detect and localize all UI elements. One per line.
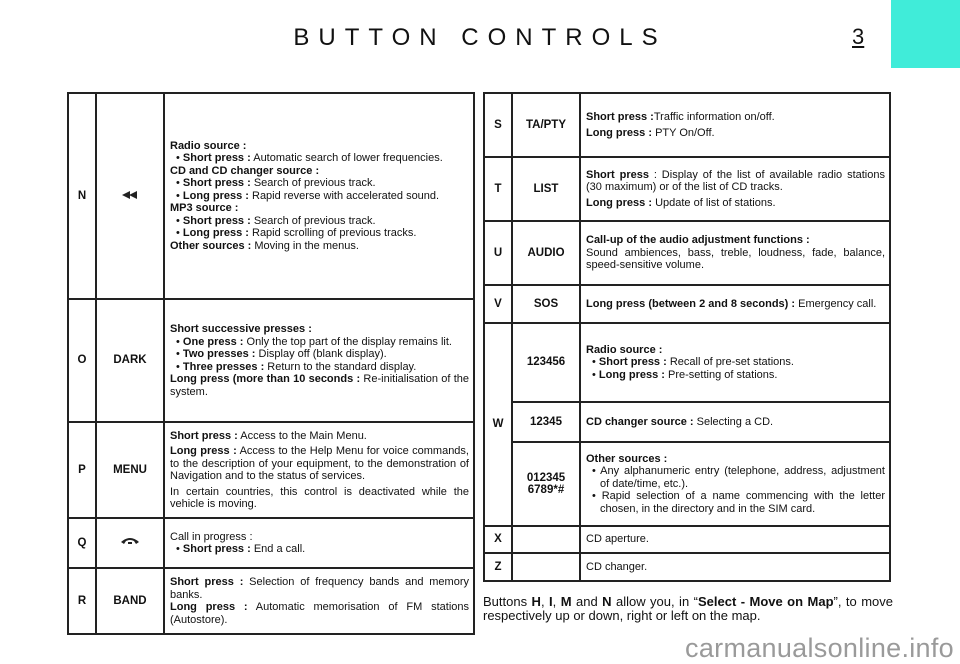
button-key: Z (484, 553, 512, 581)
table-row (484, 93, 890, 157)
description-line (170, 601, 469, 626)
description-text: PTY On/Off. (652, 126, 715, 139)
description-text: Rapid selection of a name commencing with the letter chosen, in the directory and in the SIM card. (600, 490, 885, 515)
bold-term: Long press : (182, 189, 249, 202)
bold-term: Short press : (182, 177, 251, 190)
button-label: MENU (96, 422, 164, 518)
button-label: SOS (512, 285, 580, 323)
description-line (586, 127, 885, 140)
bullet: • (176, 177, 183, 190)
bullet: • (592, 490, 602, 503)
description-line (586, 111, 885, 124)
bold-term: Short press : (598, 356, 667, 369)
bold-term: Select - Move on Map (697, 594, 834, 609)
button-key: N (68, 93, 96, 299)
description-line (170, 227, 469, 240)
button-label: 12345 (512, 402, 580, 442)
button-label: LIST (512, 157, 580, 221)
description-text: Rapid reverse with accelerated sound. (248, 189, 440, 202)
table-row (484, 442, 890, 526)
description-line (170, 140, 469, 153)
bullet: • (176, 348, 183, 360)
description-text: Return to the standard display. (264, 360, 417, 373)
description-text: : Display of the list of available radio stations (30 maximum) or of the list of CD tracks. (586, 168, 885, 194)
bold-term: Long press : (182, 227, 249, 240)
description-line (586, 533, 885, 546)
description-text: Only the top part of the display remains lit. (243, 335, 452, 348)
bullet: • (176, 152, 183, 165)
description-line (170, 445, 469, 483)
note-text: and (571, 594, 603, 609)
description-cell (164, 422, 474, 518)
bullet: • (176, 543, 183, 555)
table-row (484, 553, 890, 581)
bold-term: Long press : (586, 126, 653, 139)
button-key: Q (68, 518, 96, 568)
description-text: In certain countries, this control is deactivated while the vehicle is moving. (170, 485, 469, 510)
description-line (586, 453, 885, 466)
bold-term: Two presses : (182, 348, 256, 360)
table-row (68, 422, 474, 518)
description-text: Selection of frequency bands and memory banks. (170, 576, 469, 601)
note-text: , (540, 594, 549, 609)
bold-term: I (549, 594, 553, 609)
description-cell (580, 402, 890, 442)
bold-term: Short press : (182, 214, 251, 227)
button-key: T (484, 157, 512, 221)
bullet: • (592, 465, 601, 478)
description-line (586, 234, 885, 247)
note-text: ”, to move respectively up or down, right or left on the map. (483, 594, 893, 623)
description-cell (580, 93, 890, 157)
description-line (586, 490, 885, 515)
description-line (170, 531, 469, 544)
description-cell (580, 157, 890, 221)
description-text: Sound ambiences, bass, treble, loudness, fade, balance, speed-sensitive volume. (586, 246, 885, 272)
table-row (68, 568, 474, 634)
bold-term: N (602, 594, 612, 609)
button-key: R (68, 568, 96, 634)
bold-term: Long press (more than 10 seconds : (170, 373, 361, 385)
button-label (96, 93, 164, 299)
bold-term: Radio source : (586, 343, 663, 356)
description-cell (580, 526, 890, 553)
description-line (170, 543, 469, 556)
description-text: Moving in the menus. (251, 239, 359, 252)
button-label: 123456 (512, 323, 580, 402)
description-cell (164, 299, 474, 422)
description-line (170, 576, 469, 601)
button-key: X (484, 526, 512, 553)
bold-term: Short successive presses : (170, 323, 312, 335)
description-line (586, 369, 885, 382)
table-row (484, 157, 890, 221)
button-key: S (484, 93, 512, 157)
button-label: 012345 6789*# (512, 442, 580, 526)
description-line (170, 215, 469, 228)
watermark: carmanualsonline.info (685, 633, 954, 663)
bold-term: Short press (586, 168, 649, 181)
button-key: W (484, 323, 512, 526)
table-row (68, 93, 474, 299)
description-cell (580, 442, 890, 526)
description-text: Access to the Main Menu. (237, 429, 367, 442)
bullet: • (592, 356, 599, 369)
bold-term: Long press : (170, 445, 237, 457)
table-row (68, 518, 474, 568)
description-text: Automatic search of lower frequencies. (250, 152, 443, 165)
page-title: BUTTON CONTROLS (293, 24, 667, 51)
button-key: U (484, 221, 512, 285)
button-label: BAND (96, 568, 164, 634)
bold-term: Radio source : (170, 139, 247, 152)
description-line (586, 465, 885, 490)
button-label (512, 526, 580, 553)
button-label: TA/PTY (512, 93, 580, 157)
description-text: Re-initialisation of the system. (170, 373, 469, 398)
description-line (170, 190, 469, 203)
description-text: Search of previous track. (250, 214, 376, 227)
description-cell (164, 518, 474, 568)
bullet: • (176, 214, 183, 227)
bold-term: Long press : (170, 601, 248, 613)
button-label: DARK (96, 299, 164, 422)
description-line (170, 240, 469, 253)
description-line (586, 298, 885, 311)
description-text: Update of list of stations. (652, 196, 776, 209)
page-number: 3 (852, 24, 865, 49)
description-line (170, 165, 469, 178)
bold-term: Three presses : (182, 360, 265, 373)
description-line (586, 416, 885, 429)
description-cell (164, 93, 474, 299)
description-line (170, 430, 469, 443)
bullet: • (176, 227, 183, 240)
description-cell (580, 221, 890, 285)
description-text: Traffic information on/off. (653, 111, 775, 123)
bold-term: Short press : (170, 576, 244, 588)
bold-term: Long press : (598, 368, 665, 381)
bold-term: Short press : (170, 429, 238, 442)
map-navigation-note (483, 595, 893, 623)
table-row (68, 299, 474, 422)
button-key: V (484, 285, 512, 323)
bold-term: Short press : (182, 152, 251, 165)
description-line (586, 344, 885, 357)
bold-term: One press : (182, 335, 244, 348)
description-line (170, 348, 469, 361)
description-line (586, 169, 885, 194)
bold-term: CD and CD changer source : (170, 164, 320, 177)
description-line (170, 336, 469, 349)
hang-up-phone-icon (120, 537, 140, 549)
description-text: Recall of pre-set stations. (666, 356, 794, 369)
description-line (170, 486, 469, 511)
bullet: • (176, 335, 183, 348)
description-line (170, 323, 469, 336)
description-line (586, 247, 885, 272)
bullet: • (176, 360, 183, 373)
button-key: P (68, 422, 96, 518)
bold-term: Long press : (586, 196, 653, 209)
bold-term: Other sources : (586, 452, 668, 465)
note-text: , (552, 594, 561, 609)
description-cell (580, 285, 890, 323)
button-label: AUDIO (512, 221, 580, 285)
description-text: Access to the Help Menu for voice commands, to the description of your equipment, to the demonstration of Navigation and to the status of services. (170, 445, 469, 482)
description-text: Call in progress : (170, 530, 253, 543)
description-line (170, 361, 469, 374)
description-text: Any alphanumeric entry (telephone, address, adjustment of date/time, etc.). (600, 465, 885, 490)
description-text: Pre-setting of stations. (664, 368, 778, 381)
description-line (170, 202, 469, 215)
description-text: Rapid scrolling of previous tracks. (248, 227, 417, 240)
description-text: Display off (blank display). (255, 348, 387, 360)
description-text: Search of previous track. (250, 177, 376, 190)
bold-term: Short press : (182, 543, 251, 555)
table-row (484, 221, 890, 285)
description-line (586, 197, 885, 210)
description-cell (164, 568, 474, 634)
table-row (484, 402, 890, 442)
button-label (512, 553, 580, 581)
note-text: allow you, in “ (611, 594, 698, 609)
bold-term: MP3 source : (170, 202, 239, 215)
description-text: CD aperture. (586, 533, 649, 546)
button-label (96, 518, 164, 568)
rewind-icon (122, 190, 138, 202)
bold-term: Long press (between 2 and 8 seconds) : (586, 297, 796, 310)
bullet: • (176, 189, 183, 202)
bold-term: Short press : (586, 111, 654, 123)
bold-term: M (560, 594, 572, 609)
description-line (586, 356, 885, 369)
table-row (484, 526, 890, 553)
bold-term: Other sources : (170, 239, 252, 252)
description-text: CD changer. (586, 560, 648, 573)
description-text: Selecting a CD. (693, 415, 774, 428)
bullet: • (592, 368, 599, 381)
table-row (484, 285, 890, 323)
description-text: Automatic memorisation of FM stations (Autostore). (170, 601, 469, 626)
bold-term: H (531, 594, 541, 609)
description-cell (580, 553, 890, 581)
table-row (484, 323, 890, 402)
bold-term: CD changer source : (586, 415, 694, 428)
note-text: Buttons (483, 594, 532, 609)
bold-term: Call-up of the audio adjustment functions : (586, 234, 810, 247)
button-key: O (68, 299, 96, 422)
description-line (586, 561, 885, 574)
description-cell (580, 323, 890, 402)
button-controls-table-right (483, 92, 891, 582)
description-line (170, 373, 469, 398)
description-line (170, 177, 469, 190)
description-text: End a call. (250, 543, 306, 555)
button-controls-table-left (67, 92, 475, 635)
description-text: Emergency call. (795, 297, 877, 310)
description-line (170, 152, 469, 165)
